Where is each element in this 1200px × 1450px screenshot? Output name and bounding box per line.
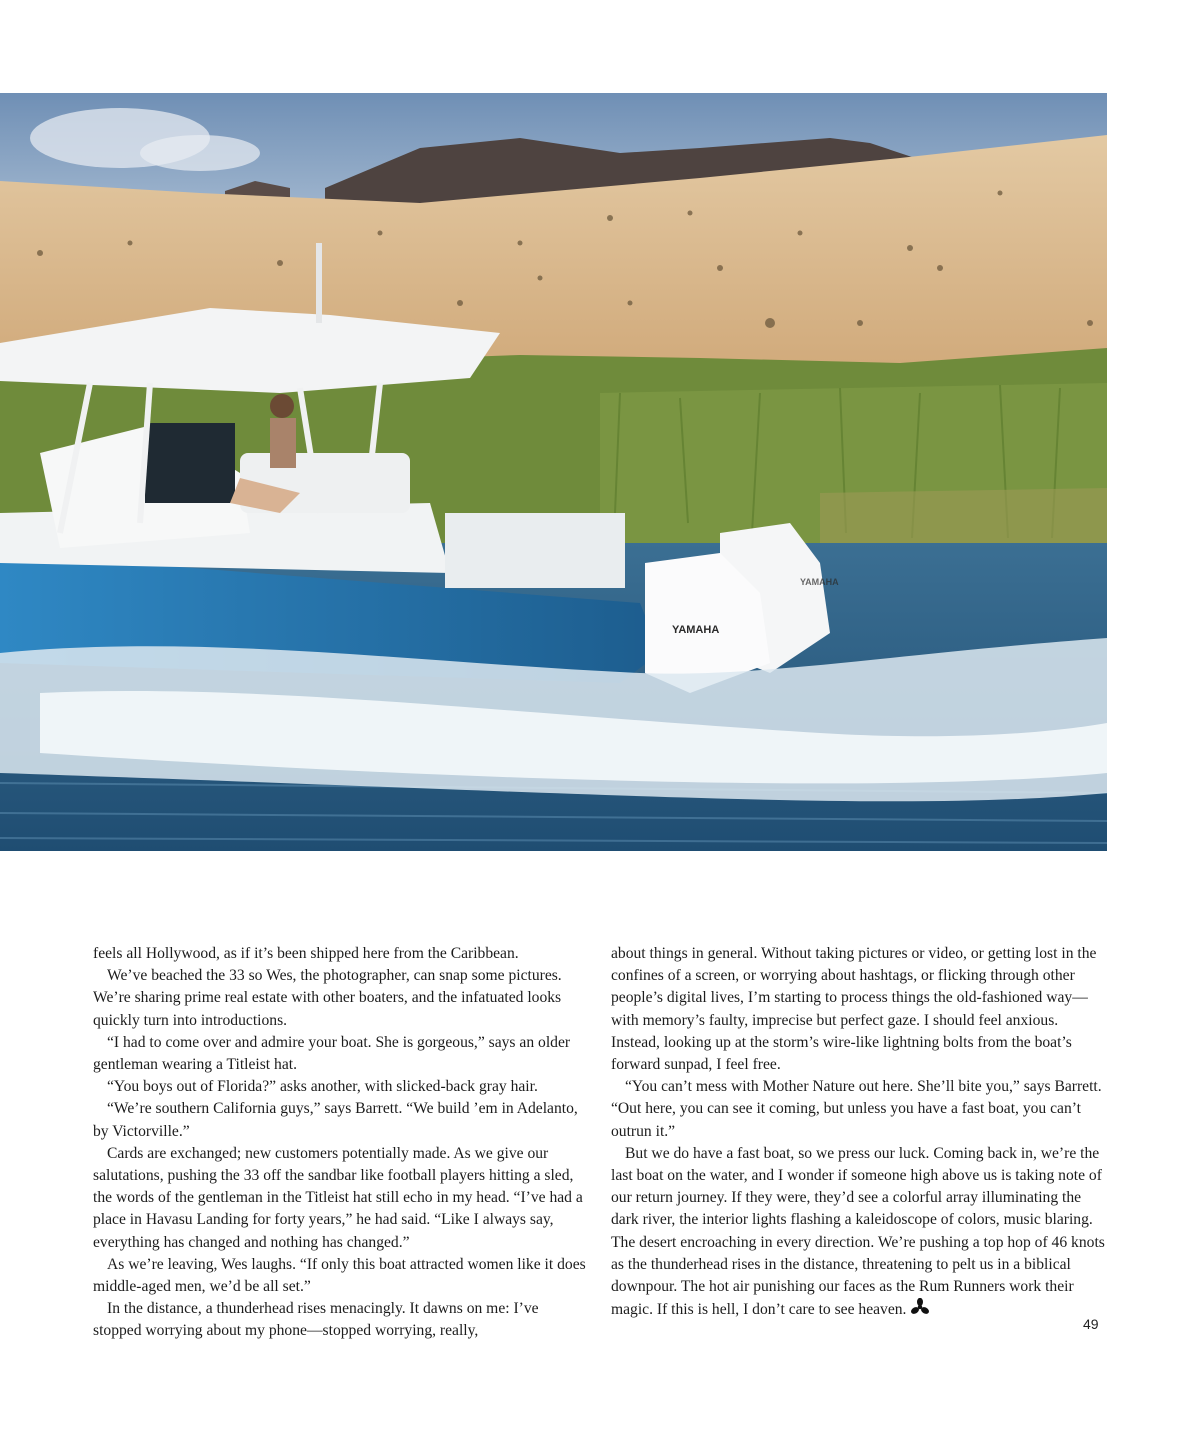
boat-photo (0, 93, 1107, 851)
paragraph: “I had to come over and admire your boat. She is gorgeous,” says an older gentleman wearing a Titleist hat. (93, 1033, 571, 1074)
paragraph-text: But we do have a fast boat, so we press our luck. Coming back in, we’re the last boat on the water, and I wonder if someone high above us is taking note of our return journey. If they were, they’d see a colorful array illuminating the dark river, the interior lights flashing a kaleidoscope of colors, music blaring. The desert encroaching in every direction. We’re pushing a top hop of 46 knots as the thunderhead rises in the distance, threatening to pelt us in a biblical downpour. The hot air punishing our faces as the Rum Runners work their magic. If this is hell, I don’t care to see heaven. (611, 1144, 1105, 1319)
propeller-icon (910, 1298, 930, 1316)
paragraph: “You can’t mess with Mother Nature out here. She’ll bite you,” says Barrett. “Out here, you can see it coming, but unless you have a fast boat, you can’t outrun it.” (611, 1078, 1102, 1140)
page-number: 49 (1083, 1316, 1099, 1332)
paragraph: about things in general. Without taking pictures or video, or getting lost in the confines of a screen, or worrying about hashtags, or flicking through other people’s digital lives, I’m starting to process things the old-fashioned way—with memory’s faulty, imprecise but perfect gaze. I should feel anxious. Instead, looking up at the storm’s wire-like lightning bolts from the boat’s forward sunpad, I feel free. (611, 945, 1097, 1074)
paragraph: In the distance, a thunderhead rises menacingly. It dawns on me: I’ve stopped worrying about my phone—stopped worrying, really, (93, 1300, 539, 1340)
svg-text:YAMAHA: YAMAHA (672, 624, 720, 636)
paragraph: As we’re leaving, Wes laughs. “If only this boat attracted women like it does middle-aged men, we’d be all set.” (93, 1255, 586, 1296)
paragraph: We’ve beached the 33 so Wes, the photographer, can snap some pictures. We’re sharing prime real estate with other boaters, and the infatuated looks quickly turn into introductions. (93, 967, 562, 1029)
paragraph: feels all Hollywood, as if it’s been shipped here from the Caribbean. (93, 945, 519, 962)
paragraph: Cards are exchanged; new customers potentially made. As we give our salutations, pushing the 33 off the sandbar like football players hitting a sled, the words of the gentleman in the Titleist hat still echo in my head. “I’ve had a place in Havasu Landing for forty years,” he had said. “Like I always say, everything has changed and nothing has changed.” (93, 1144, 583, 1251)
article-column-right (611, 943, 1107, 1321)
paragraph: “You boys out of Florida?” asks another, with slicked-back gray hair. (107, 1078, 538, 1096)
svg-text:YAMAHA: YAMAHA (800, 577, 839, 587)
article-column-left (93, 943, 589, 1343)
paragraph (611, 1143, 1107, 1322)
paragraph: “We’re southern California guys,” says Barrett. “We build ’em in Adelanto, by Victorville.” (93, 1100, 578, 1140)
